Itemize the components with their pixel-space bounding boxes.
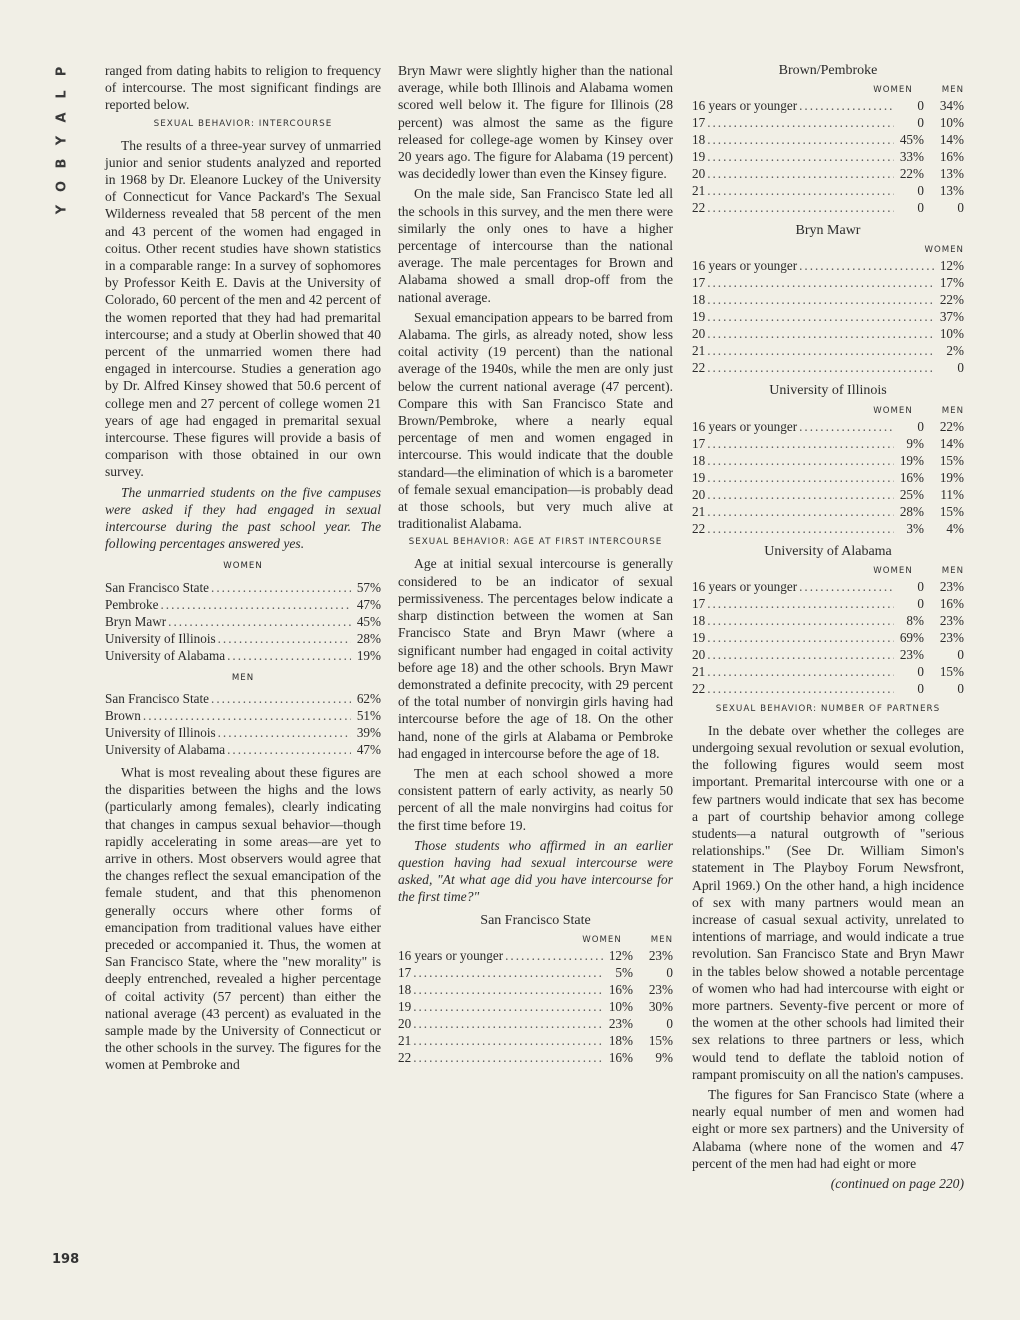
- dot-leader: [227, 647, 351, 664]
- table-row: [692, 435, 964, 452]
- table-row: [692, 165, 964, 182]
- cell-value-men: 13%: [939, 183, 964, 199]
- cell-value: 0: [917, 595, 924, 611]
- dot-leader: [707, 646, 894, 663]
- table-title-brown: Brown/Pembroke: [778, 63, 878, 78]
- body-paragraph: On the male side, San Francisco State led all the schools in this survey, and the men there were similarly the only ones to have a higher percentage of intercourse than the national average. The male percentages for Brown and Alabama showed a small drop-off from the national average.: [398, 186, 673, 305]
- table-row: [398, 1015, 673, 1032]
- row-label: 21: [692, 503, 706, 519]
- cell-value-men: 0: [957, 646, 964, 662]
- women-label: WOMEN: [223, 561, 263, 572]
- table-row: [692, 308, 964, 325]
- table-row: [692, 199, 964, 216]
- cell-value: 28%: [899, 503, 924, 519]
- table-row: [692, 274, 964, 291]
- brown-age-table: [692, 97, 964, 216]
- cell-value-men: 10%: [939, 115, 964, 131]
- row-label: Brown: [105, 707, 141, 723]
- sfs-age-table: [398, 947, 673, 1066]
- dot-leader: [707, 503, 894, 520]
- table-title-bryn: Bryn Mawr: [795, 223, 861, 239]
- table-row: [398, 964, 673, 981]
- header-women: WOMEN: [582, 934, 622, 945]
- table-row: [105, 724, 381, 741]
- row-label: 17: [692, 275, 706, 291]
- cell-value: 45%: [899, 132, 924, 148]
- row-label: University of Alabama: [105, 741, 226, 757]
- table-row: [105, 630, 381, 647]
- survey-question: Those students who affirmed in an earlier question having had sexual intercourse were asked, "At what age did you have intercourse for the first time?": [398, 837, 673, 905]
- row-label: 19: [692, 149, 706, 165]
- table-row: [398, 947, 673, 964]
- row-label: 17: [692, 115, 706, 131]
- row-label: 19: [692, 629, 706, 645]
- dot-leader: [707, 452, 894, 469]
- dot-leader: [413, 998, 603, 1015]
- cell-value: 62%: [356, 690, 381, 706]
- cell-value: 9%: [906, 435, 924, 451]
- table-row: [105, 579, 381, 596]
- dot-leader: [211, 579, 351, 596]
- dot-leader: [413, 964, 603, 981]
- cell-value: 69%: [899, 629, 924, 645]
- cell-value: 0: [917, 200, 924, 216]
- cell-value-men: 30%: [648, 998, 673, 1014]
- cell-value: 33%: [899, 149, 924, 165]
- dot-leader: [707, 520, 894, 537]
- row-label: San Francisco State: [105, 690, 210, 706]
- dot-leader: [707, 342, 934, 359]
- table-row: [105, 647, 381, 664]
- cell-value: 0: [917, 680, 924, 696]
- dot-leader: [707, 165, 894, 182]
- cell-value-men: 15%: [939, 452, 964, 468]
- cell-value: 18%: [608, 1032, 633, 1048]
- row-label: Pembroke: [105, 596, 159, 612]
- row-label: 20: [692, 326, 706, 342]
- row-label: 16 years or younger: [692, 578, 798, 594]
- table-row: [692, 680, 964, 697]
- body-paragraph: Bryn Mawr were slightly higher than the national average, while both Illinois and Alabama women scored well below it. The figure for Illinois (28 percent) was almost the same as the figure released for college-age women by Kinsey over 20 years ago. The figure for Alabama (19 percent) was decidedly lower than even the Kinsey figure.: [398, 63, 673, 182]
- cell-value: 2%: [946, 343, 964, 359]
- cell-value: 39%: [356, 724, 381, 740]
- cell-value: 16%: [608, 981, 633, 997]
- cell-value: 8%: [906, 612, 924, 628]
- masthead-letter: B: [54, 158, 70, 169]
- table-header: [692, 564, 964, 578]
- alabama-age-table: [692, 578, 964, 697]
- cell-value: 25%: [899, 486, 924, 502]
- dot-leader: [707, 612, 894, 629]
- cell-value-men: 0: [957, 680, 964, 696]
- dot-leader: [707, 182, 894, 199]
- cell-value-men: 0: [957, 200, 964, 216]
- header-women: WOMEN: [873, 565, 913, 576]
- dot-leader: [211, 690, 351, 707]
- table-title-alabama: University of Alabama: [764, 543, 892, 559]
- table-row: [692, 131, 964, 148]
- cell-value: 16%: [899, 469, 924, 485]
- column-2: [398, 62, 673, 1072]
- cell-value: 47%: [356, 741, 381, 757]
- cell-value: 0: [917, 183, 924, 199]
- dot-leader: [413, 1049, 603, 1066]
- row-label: 19: [692, 309, 706, 325]
- row-label: 20: [692, 486, 706, 502]
- table-row: [692, 578, 964, 595]
- cell-value-men: 11%: [940, 486, 964, 502]
- dot-leader: [707, 435, 894, 452]
- table-row: [105, 707, 381, 724]
- table-row: [105, 596, 381, 613]
- table-header: [692, 83, 964, 97]
- illinois-age-table: [692, 418, 964, 537]
- table-header: [398, 933, 673, 947]
- table-header: [692, 243, 964, 257]
- dot-leader: [707, 325, 934, 342]
- dot-leader: [707, 274, 934, 291]
- row-label: 18: [398, 981, 412, 997]
- table-row: [692, 503, 964, 520]
- table-row: [692, 342, 964, 359]
- masthead-letter: L: [54, 90, 70, 99]
- table-row: [692, 663, 964, 680]
- cell-value-men: 19%: [939, 469, 964, 485]
- page-number: 198: [52, 1252, 80, 1267]
- row-label: 16 years or younger: [692, 418, 798, 434]
- dot-leader: [143, 707, 351, 724]
- dot-leader: [707, 199, 894, 216]
- dot-leader: [707, 486, 894, 503]
- women-percent-table: [105, 579, 381, 664]
- cell-value: 10%: [608, 998, 633, 1014]
- dot-leader: [218, 724, 351, 741]
- cell-value-men: 0: [666, 964, 673, 980]
- cell-value-men: 13%: [939, 166, 964, 182]
- cell-value: 0: [917, 115, 924, 131]
- cell-value: 16%: [608, 1049, 633, 1065]
- row-label: 20: [692, 166, 706, 182]
- body-paragraph: Age at initial sexual intercourse is generally considered to be an indicator of sexual permissiveness. The percentages below indicate a sharp distinction between the women at San Francisco State and Bryn Mawr (where a significant number had engaged in coital activity before age 18) and the other schools. Bryn Mawr demonstrated a definite precocity, with 29 percent of the total number of nonvirgin girls having had intercourse before the age of 18. On the other hand, none of the girls at Alabama or Pembroke had engaged in intercourse before the age of 18.: [398, 556, 673, 761]
- survey-question: The unmarried students on the five campuses were asked if they had engaged in sexual intercourse during the past school year. The following percentages answered yes.: [105, 484, 381, 552]
- section-heading-age: SEXUAL BEHAVIOR: AGE AT FIRST INTERCOURSE: [408, 537, 663, 548]
- cell-value: 0: [957, 360, 964, 376]
- cell-value: 57%: [356, 579, 381, 595]
- cell-value-men: 34%: [939, 98, 964, 114]
- table-row: [398, 1032, 673, 1049]
- row-label: 22: [692, 360, 706, 376]
- body-paragraph: The results of a three-year survey of unmarried junior and senior students analyzed and reported in 1968 by Dr. Eleanore Luckey of the University of Connecticut for Vance Packard's The Sexual Wilderness revealed that 58 percent of the men and 43 percent of the women had engaged in coitus. Other recent studies have shown statistics in a comparable range: In a survey of sophomores by Professor Keith E. Davis at the University of Colorado, 60 percent of the men and 42 percent of the women reported that they had had premarital intercourse; and a study at Oberlin showed that 40 percent of the unmarried women there had engaged in intercourse. Studies a generation ago by Dr. Alfred Kinsey showed that 50.6 percent of college men and 27 percent of college women 21 years of age had engaged in premarital sexual intercourse. These figures will provide a basis of comparison with those obtained in our own survey.: [105, 137, 381, 480]
- cell-value-men: 14%: [939, 435, 964, 451]
- continued-note: (continued on page 220): [830, 1176, 964, 1192]
- row-label: Bryn Mawr: [105, 613, 167, 629]
- row-label: 19: [398, 998, 412, 1014]
- cell-value: 45%: [356, 613, 381, 629]
- table-row: [692, 595, 964, 612]
- cell-value: 17%: [939, 275, 964, 291]
- cell-value: 28%: [356, 630, 381, 646]
- table-row: [692, 97, 964, 114]
- body-paragraph: Sexual emancipation appears to be barred from Alabama. The girls, as already noted, show less coital activity (19 percent) than the national average of the 1940s, while the men are only just below the current national average (47 percent). Compare this with San Francisco State and Brown/Pembroke, where a nearly equal percentage of men and women engaged in intercourse. This would indicate that the double standard—the elimination of which is a barometer of female sexual emancipation—is probably dead at those schools, but very much alive at traditionalist Alabama.: [398, 309, 673, 532]
- dot-leader: [413, 981, 603, 998]
- masthead-letter: P: [54, 66, 70, 77]
- dot-leader: [227, 741, 351, 758]
- row-label: University of Alabama: [105, 647, 226, 663]
- masthead-letter: O: [54, 180, 70, 193]
- cell-value: 51%: [356, 707, 381, 723]
- table-row: [105, 613, 381, 630]
- cell-value-men: 4%: [946, 520, 964, 536]
- cell-value-men: 22%: [939, 418, 964, 434]
- row-label: 17: [692, 435, 706, 451]
- cell-value: 22%: [939, 292, 964, 308]
- dot-leader: [707, 308, 934, 325]
- intro-paragraph: ranged from dating habits to religion to frequency of intercourse. The most significant findings are reported below.: [105, 63, 381, 113]
- cell-value: 5%: [615, 964, 633, 980]
- column-1: [105, 62, 381, 1077]
- table-title-sfs: San Francisco State: [480, 912, 591, 928]
- dot-leader: [707, 114, 894, 131]
- cell-value: 10%: [939, 326, 964, 342]
- row-label: 22: [692, 200, 706, 216]
- cell-value: 0: [917, 418, 924, 434]
- table-row: [692, 359, 964, 376]
- row-label: University of Illinois: [105, 724, 216, 740]
- dot-leader: [707, 291, 934, 308]
- cell-value: 0: [917, 663, 924, 679]
- section-heading-intercourse: SEXUAL BEHAVIOR: INTERCOURSE: [153, 118, 333, 129]
- table-title-illinois: University of Illinois: [769, 383, 887, 399]
- table-row: [692, 182, 964, 199]
- table-header: [692, 404, 964, 418]
- dot-leader: [413, 1032, 603, 1049]
- row-label: San Francisco State: [105, 579, 210, 595]
- cell-value-men: 23%: [648, 947, 673, 963]
- column-3: [692, 62, 964, 1195]
- row-label: 18: [692, 132, 706, 148]
- table-row: [692, 629, 964, 646]
- cell-value: 0: [917, 98, 924, 114]
- header-men: MEN: [941, 85, 964, 96]
- row-label: 22: [398, 1049, 412, 1065]
- header-men: MEN: [941, 405, 964, 416]
- row-label: 16 years or younger: [692, 258, 798, 274]
- dot-leader: [799, 418, 894, 435]
- cell-value: 12%: [608, 947, 633, 963]
- dot-leader: [707, 595, 894, 612]
- cell-value-men: 16%: [939, 595, 964, 611]
- table-row: [692, 452, 964, 469]
- dot-leader: [168, 613, 351, 630]
- header-men: MEN: [941, 565, 964, 576]
- cell-value-men: 23%: [648, 981, 673, 997]
- row-label: University of Illinois: [105, 630, 216, 646]
- cell-value-men: 16%: [939, 149, 964, 165]
- table-row: [692, 325, 964, 342]
- row-label: 21: [398, 1032, 412, 1048]
- row-label: 21: [692, 663, 706, 679]
- masthead-letter: A: [54, 112, 70, 123]
- cell-value-men: 0: [666, 1015, 673, 1031]
- row-label: 16 years or younger: [692, 98, 798, 114]
- cell-value: 23%: [899, 646, 924, 662]
- dot-leader: [707, 359, 934, 376]
- section-heading-partners: SEXUAL BEHAVIOR: NUMBER OF PARTNERS: [715, 703, 941, 714]
- table-row: [692, 148, 964, 165]
- dot-leader: [707, 148, 894, 165]
- cell-value-men: 14%: [939, 132, 964, 148]
- row-label: 16 years or younger: [398, 947, 504, 963]
- dot-leader: [707, 663, 894, 680]
- table-row: [692, 418, 964, 435]
- cell-value: 19%: [899, 452, 924, 468]
- cell-value: 19%: [356, 647, 381, 663]
- body-paragraph: What is most revealing about these figures are the disparities between the highs and the lows (particularly among females), clearly indicating that changes in campus sexual behavior—though rapidly accelerating in some areas—are yet to arrive in others. Most observers would agree that the changes reflect the sexual emancipation of the female student, and that this phenomenon generally occurs where other forms of emancipation from traditional values have either preceded or accompanied it. Thus, the women at San Francisco State, where the "new morality" is deeply entrenched, revealed a higher percentage of coital activity (57 percent) than either the national average (43 percent) as evaluated in the sample made by the University of Connecticut or the other schools in the survey. The figures for the women at Pembroke and: [105, 764, 381, 1073]
- men-percent-table: [105, 690, 381, 758]
- dot-leader: [707, 469, 894, 486]
- table-row: [692, 469, 964, 486]
- row-label: 18: [692, 292, 706, 308]
- row-label: 20: [692, 646, 706, 662]
- row-label: 18: [692, 452, 706, 468]
- cell-value-men: 15%: [648, 1032, 673, 1048]
- dot-leader: [413, 1015, 603, 1032]
- cell-value: 47%: [356, 596, 381, 612]
- row-label: 17: [398, 964, 412, 980]
- dot-leader: [799, 257, 934, 274]
- table-row: [105, 690, 381, 707]
- men-label: MEN: [231, 672, 255, 683]
- row-label: 21: [692, 183, 706, 199]
- row-label: 17: [692, 595, 706, 611]
- table-row: [398, 981, 673, 998]
- row-label: 18: [692, 612, 706, 628]
- table-row: [105, 741, 381, 758]
- table-row: [692, 486, 964, 503]
- row-label: 21: [692, 343, 706, 359]
- cell-value: 37%: [939, 309, 964, 325]
- table-row: [692, 257, 964, 274]
- cell-value: 12%: [939, 258, 964, 274]
- dot-leader: [505, 947, 603, 964]
- body-paragraph: In the debate over whether the colleges are undergoing sexual revolution or sexual evolution, the following figures would seem most important. Premarital intercourse with one or a few partners would indicate that sex has become a part of courtship behavior among college students—a natural outgrowth of "serious relationships." (See Dr. William Simon's statement in The Playboy Forum Newsfront, April 1969.) On the other hand, a high incidence of sex with many partners would mean an increase of casual sexual activity, unrelated to intentions of marriage, and would indicate a true revolution. San Francisco State and Bryn Mawr in the tables below showed a notable percentage of women who had had intercourse with eight or more partners. Seventy-five percent or more of the women at the other schools had limited their sex relations to three partners or less, which would tend to deflate the tabloid notion of rampant promiscuity on all the nation's campuses.: [692, 722, 964, 1082]
- cell-value: 0: [917, 578, 924, 594]
- dot-leader: [707, 131, 894, 148]
- cell-value-men: 15%: [939, 503, 964, 519]
- dot-leader: [799, 97, 894, 114]
- body-paragraph: The figures for San Francisco State (where a nearly equal number of men and women had eight or more sex partners) and the University of Alabama (where none of the women and 47 percent of the men had had eight or more: [692, 1087, 964, 1171]
- dot-leader: [707, 629, 894, 646]
- cell-value-men: 23%: [939, 629, 964, 645]
- masthead-letter: Y: [54, 135, 70, 146]
- dot-leader: [218, 630, 351, 647]
- table-row: [398, 1049, 673, 1066]
- header-women: WOMEN: [873, 405, 913, 416]
- cell-value: 22%: [899, 166, 924, 182]
- table-row: [398, 998, 673, 1015]
- masthead-letter: Y: [54, 204, 70, 215]
- magazine-masthead: [44, 64, 80, 234]
- dot-leader: [160, 596, 351, 613]
- row-label: 22: [692, 680, 706, 696]
- row-label: 20: [398, 1015, 412, 1031]
- cell-value-men: 23%: [939, 578, 964, 594]
- cell-value: 3%: [906, 520, 924, 536]
- cell-value: 23%: [608, 1015, 633, 1031]
- bryn-age-table: [692, 257, 964, 376]
- header-men: MEN: [650, 934, 673, 945]
- table-row: [692, 612, 964, 629]
- cell-value-men: 23%: [939, 612, 964, 628]
- header-women: WOMEN: [873, 85, 913, 96]
- table-row: [692, 291, 964, 308]
- cell-value-men: 15%: [939, 663, 964, 679]
- body-paragraph: The men at each school showed a more consistent pattern of early activity, as nearly 50 percent of all the male nonvirgins had coitus for the first time before 19.: [398, 765, 673, 833]
- table-row: [692, 114, 964, 131]
- cell-value-men: 9%: [655, 1049, 673, 1065]
- table-row: [692, 520, 964, 537]
- row-label: 22: [692, 520, 706, 536]
- dot-leader: [707, 680, 894, 697]
- row-label: 19: [692, 469, 706, 485]
- header-women: WOMEN: [924, 245, 964, 256]
- table-row: [692, 646, 964, 663]
- dot-leader: [799, 578, 894, 595]
